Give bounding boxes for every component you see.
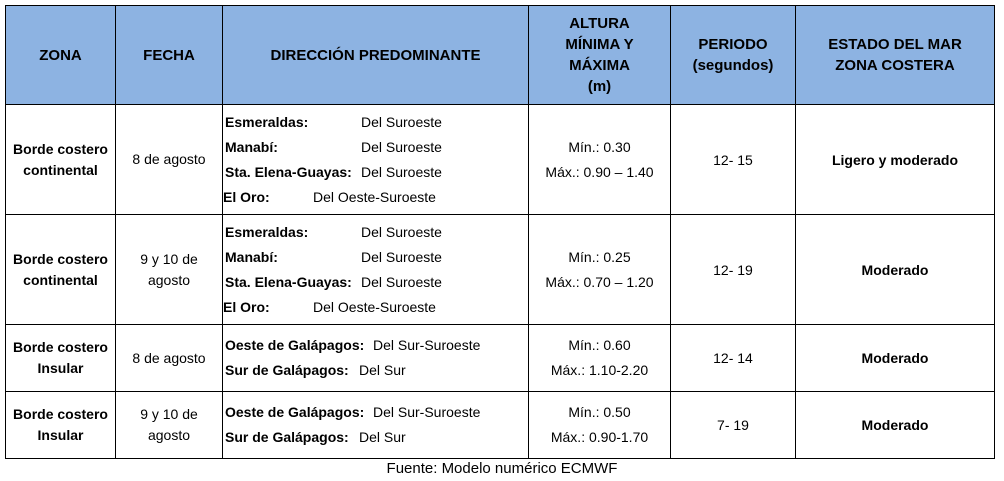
direction-place: Manabí: bbox=[225, 138, 278, 155]
header-altura bbox=[529, 6, 671, 105]
header-estado bbox=[796, 6, 995, 105]
direction-place: El Oro: bbox=[223, 188, 270, 205]
header-estado-line: ESTADO DEL MAR bbox=[828, 36, 962, 53]
height-cell bbox=[529, 215, 671, 325]
zone-cell bbox=[6, 105, 116, 215]
date-cell bbox=[116, 215, 223, 325]
direction-place: Manabí: bbox=[225, 248, 278, 265]
direction-line bbox=[223, 400, 528, 425]
date-line: agosto bbox=[147, 271, 191, 288]
direction-line bbox=[223, 135, 528, 160]
height-max: Máx.: 0.70 – 1.20 bbox=[545, 273, 654, 290]
direction-value: Del Sur bbox=[359, 429, 406, 445]
direction-line bbox=[223, 358, 528, 383]
direction-value: Del Suroeste bbox=[361, 113, 442, 130]
header-fecha: FECHA bbox=[116, 6, 223, 105]
sea-state-cell: Ligero y moderado bbox=[796, 105, 995, 215]
zone-line: Borde costero bbox=[13, 406, 108, 422]
sea-state-cell: Moderado bbox=[796, 392, 995, 459]
direction-line bbox=[223, 295, 528, 320]
date-line: 9 y 10 de bbox=[140, 406, 198, 422]
header-row bbox=[6, 6, 995, 105]
sea-state-cell: Moderado bbox=[796, 215, 995, 325]
zone-cell bbox=[6, 392, 116, 459]
height-min: Mín.: 0.25 bbox=[568, 248, 631, 265]
date-line: 8 de agosto bbox=[132, 151, 206, 167]
table-row bbox=[6, 325, 995, 392]
direction-value: Del Suroeste bbox=[361, 223, 442, 240]
direction-place: Sur de Galápagos: bbox=[225, 429, 349, 445]
height-max: Máx.: 0.90-1.70 bbox=[550, 429, 649, 445]
direction-place: Sta. Elena-Guayas: bbox=[225, 163, 352, 180]
direction-value: Del Suroeste bbox=[361, 273, 442, 290]
zone-line: Insular bbox=[37, 360, 84, 376]
header-periodo bbox=[671, 6, 796, 105]
height-min: Mín.: 0.50 bbox=[568, 404, 631, 420]
sea-state-cell: Moderado bbox=[796, 325, 995, 392]
zone-cell bbox=[6, 325, 116, 392]
header-estado-line: ZONA COSTERA bbox=[835, 57, 955, 74]
direction-place: Sta. Elena-Guayas: bbox=[225, 273, 352, 290]
table-row bbox=[6, 392, 995, 459]
direction-place: Oeste de Galápagos: bbox=[225, 337, 365, 353]
header-altura-line: MÁXIMA bbox=[569, 57, 630, 74]
header-periodo-line: (segundos) bbox=[692, 57, 774, 74]
height-min: Mín.: 0.60 bbox=[568, 337, 631, 353]
zone-line: Borde costero bbox=[13, 140, 108, 157]
height-cell bbox=[529, 105, 671, 215]
direction-place: El Oro: bbox=[223, 298, 270, 315]
direction-value: Del Oeste-Suroeste bbox=[313, 188, 436, 205]
direction-line bbox=[223, 333, 528, 358]
header-direccion: DIRECCIÓN PREDOMINANTE bbox=[223, 6, 529, 105]
direction-cell bbox=[223, 105, 529, 215]
source-caption: Fuente: Modelo numérico ECMWF bbox=[386, 460, 618, 477]
direction-place: Sur de Galápagos: bbox=[225, 362, 349, 378]
date-cell bbox=[116, 392, 223, 459]
direction-line bbox=[223, 425, 528, 450]
height-cell bbox=[529, 392, 671, 459]
direction-place: Esmeraldas: bbox=[225, 223, 309, 240]
direction-line bbox=[223, 245, 528, 270]
direction-line bbox=[223, 270, 528, 295]
zone-line: continental bbox=[23, 271, 98, 288]
date-cell bbox=[116, 325, 223, 392]
direction-line bbox=[223, 160, 528, 185]
height-min: Mín.: 0.30 bbox=[568, 138, 631, 155]
zone-line: Borde costero bbox=[13, 339, 108, 355]
sea-state-table bbox=[5, 5, 995, 459]
zone-line: Insular bbox=[37, 427, 84, 443]
direction-value: Del Sur bbox=[359, 362, 406, 378]
header-altura-line: ALTURA bbox=[569, 15, 630, 32]
date-cell bbox=[116, 105, 223, 215]
height-max: Máx.: 0.90 – 1.40 bbox=[545, 163, 654, 180]
direction-value: Del Sur-Suroeste bbox=[373, 404, 481, 420]
date-line: agosto bbox=[147, 427, 191, 443]
table-row bbox=[6, 105, 995, 215]
period-cell: 12- 19 bbox=[671, 215, 796, 325]
date-line: 9 y 10 de bbox=[140, 250, 198, 267]
period-cell: 12- 15 bbox=[671, 105, 796, 215]
direction-line bbox=[223, 110, 528, 135]
direction-place: Esmeraldas: bbox=[225, 113, 309, 130]
header-zona: ZONA bbox=[6, 6, 116, 105]
height-cell bbox=[529, 325, 671, 392]
header-periodo-line: PERIODO bbox=[698, 36, 768, 53]
period-cell: 12- 14 bbox=[671, 325, 796, 392]
table-row bbox=[6, 215, 995, 325]
direction-cell bbox=[223, 325, 529, 392]
direction-value: Del Suroeste bbox=[361, 138, 442, 155]
direction-place: Oeste de Galápagos: bbox=[225, 404, 365, 420]
date-line: 8 de agosto bbox=[132, 349, 206, 366]
zone-line: continental bbox=[23, 161, 98, 178]
direction-cell bbox=[223, 392, 529, 459]
direction-value: Del Sur-Suroeste bbox=[373, 337, 481, 353]
direction-cell bbox=[223, 215, 529, 325]
direction-value: Del Oeste-Suroeste bbox=[313, 298, 436, 315]
direction-line bbox=[223, 185, 528, 210]
zone-line: Borde costero bbox=[13, 250, 108, 267]
direction-value: Del Suroeste bbox=[361, 163, 442, 180]
zone-cell bbox=[6, 215, 116, 325]
header-altura-line: MÍNIMA Y bbox=[565, 36, 634, 53]
direction-value: Del Suroeste bbox=[361, 248, 442, 265]
header-altura-line: (m) bbox=[587, 78, 612, 95]
direction-line bbox=[223, 220, 528, 245]
height-max: Máx.: 1.10-2.20 bbox=[550, 362, 649, 378]
period-cell: 7- 19 bbox=[671, 392, 796, 459]
